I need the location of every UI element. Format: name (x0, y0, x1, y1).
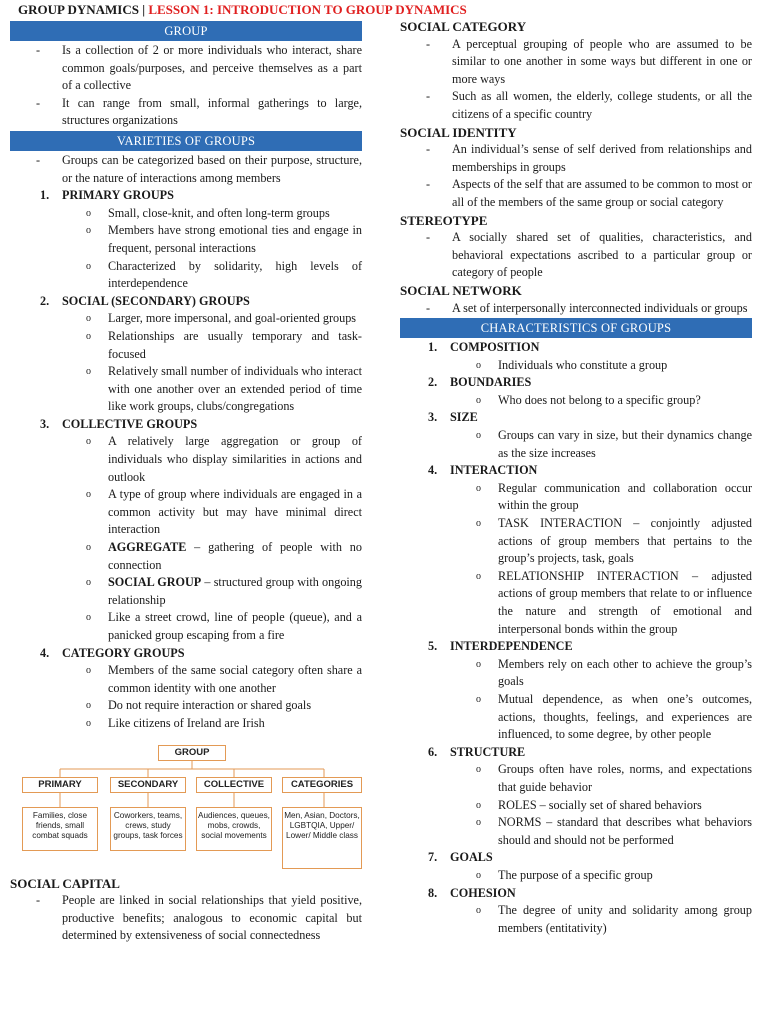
heading-social-network: SOCIAL NETWORK (400, 282, 522, 298)
sub-bullet: o AGGREGATE – gathering of people with no connection (86, 540, 362, 572)
heading-social-capital: SOCIAL CAPITAL (10, 875, 120, 891)
numbered-heading: 2. BOUNDARIES (428, 375, 532, 390)
bullet-item: - A perceptual grouping of people who are assumed to be similar to one another in some ways but different in one or more ways (426, 36, 752, 86)
diagram-leaf-collective: Audiences, queues, mobs, crowds, social movements (196, 807, 272, 851)
sub-bullet: o A relatively large aggregation or group of individuals who display similarities in actions and outlook (86, 434, 362, 484)
sub-bullet: o Regular communication and collaboration occur within the group (476, 480, 752, 513)
sub-bullet: o ROLES – socially set of shared behaviors (476, 797, 702, 812)
heading-social-category: SOCIAL CATEGORY (400, 19, 527, 34)
sub-bullet: o Characterized by solidarity, high levels of interdependence (86, 258, 362, 291)
sub-bullet: o Who does not belong to a specific group? (476, 392, 701, 407)
sub-bullet: o NORMS – standard that describes what behaviors should and should not be performed (476, 815, 752, 847)
sub-bullet: o Relatively small number of individuals who interact with one another over an extended period of time like work groups, clubs/congregations (86, 364, 362, 414)
sub-bullet: o Groups can vary in size, but their dynamics change as the size increases (476, 428, 752, 460)
sub-bullet: o TASK INTERACTION – conjointly adjusted actions of group members that pertains to the group’s projects, task, goals (476, 516, 752, 566)
sub-bullet: o Individuals who constitute a group (476, 357, 668, 372)
diagram-box-secondary: SECONDARY (110, 777, 186, 793)
diagram-box-collective: COLLECTIVE (196, 777, 272, 793)
diagram-box-primary: PRIMARY (22, 777, 98, 793)
sub-bullet: o A type of group where individuals are engaged in a common activity but may have minimal direct interaction (86, 487, 362, 537)
sub-bullet: o RELATIONSHIP INTERACTION – adjusted actions of group members that relate to or influence the nature and strength of emotional and interpersonal bonds within the group (476, 568, 752, 636)
heading-social-identity: SOCIAL IDENTITY (400, 124, 517, 140)
sub-bullet: o Small, close-knit, and often long-term groups (86, 205, 330, 220)
numbered-heading: 3. COLLECTIVE GROUPS (40, 416, 198, 431)
sub-bullet: o Relationships are usually temporary and task-focused (86, 328, 362, 361)
page-title (18, 2, 467, 18)
section-band-characteristics: CHARACTERISTICS OF GROUPS (400, 318, 752, 338)
diagram-leaf-secondary: Coworkers, teams, crews, study groups, task forces (110, 807, 186, 851)
sub-bullet: o SOCIAL GROUP – structured group with ongoing relationship (86, 575, 362, 607)
diagram-box-categories: CATEGORIES (282, 777, 362, 793)
sub-bullet: o Groups often have roles, norms, and expectations that guide behavior (476, 762, 752, 794)
sub-bullet: o Members of the same social category often share a common identity with one another (86, 663, 362, 695)
sub-bullet: o Members have strong emotional ties and engage in frequent, personal interactions (86, 223, 362, 255)
bullet-item: - Such as all women, the elderly, college students, or all the citizens of a specific country (426, 89, 752, 121)
bullet-item: - It can range from small, informal gatherings to large, structures organizations (36, 95, 362, 128)
sub-bullet: o The purpose of a specific group (476, 867, 653, 882)
numbered-heading: 1. COMPOSITION (428, 340, 540, 355)
bullet-item: - Groups can be categorized based on their purpose, structure, or the nature of interactions among members (36, 152, 362, 185)
numbered-heading: 1. PRIMARY GROUPS (40, 188, 174, 203)
sub-bullet: o Mutual dependence, as when one’s outcomes, actions, thoughts, feelings, and experiences are influenced, to some degree, by other people (476, 691, 752, 742)
numbered-heading: 3. SIZE (428, 410, 478, 425)
numbered-heading: 5. INTERDEPENDENCE (428, 639, 573, 654)
numbered-heading: 4. INTERACTION (428, 463, 538, 478)
numbered-heading: 2. SOCIAL (SECONDARY) GROUPS (40, 293, 250, 308)
sub-bullet: o Members rely on each other to achieve the group’s goals (476, 656, 752, 689)
diagram-leaf-categories: Men, Asian, Doctors, LGBTQIA, Upper/ Lower/ Middle class (282, 807, 362, 869)
section-band-group: GROUP (10, 21, 362, 41)
sub-bullet: o Like citizens of Ireland are Irish (86, 715, 265, 730)
title-main: GROUP DYNAMICS | (18, 2, 149, 17)
bullet-item: - A socially shared set of qualities, characteristics, and behavioral expectations ascribed to a particular group or category of people (426, 230, 752, 280)
bullet-item: - An individual’s sense of self derived from relationships and memberships in groups (426, 142, 752, 174)
diagram-leaf-primary: Families, close friends, small combat squads (22, 807, 98, 851)
title-lesson: LESSON 1: INTRODUCTION TO GROUP DYNAMICS (148, 2, 467, 17)
numbered-heading: 6. STRUCTURE (428, 744, 526, 759)
diagram-root: GROUP (158, 745, 226, 761)
sub-bullet: o Do not require interaction or shared goals (86, 698, 312, 713)
section-band-varieties: VARIETIES OF GROUPS (10, 131, 362, 151)
numbered-heading: 8. COHESION (428, 885, 516, 900)
numbered-heading: 7. GOALS (428, 850, 493, 865)
term-social-group: SOCIAL GROUP (108, 575, 202, 590)
bullet-item: - A set of interpersonally interconnected individuals or groups (426, 300, 748, 315)
bullet-item: - Is a collection of 2 or more individuals who interact, share common goals/purposes, and perceive themselves as a part of a collective (36, 43, 362, 93)
term-aggregate: AGGREGATE (108, 540, 187, 555)
sub-bullet: o Like a street crowd, line of people (queue), and a panicked group escaping from a fire (86, 610, 362, 642)
sub-bullet: o The degree of unity and solidarity among group members (entitativity) (476, 903, 752, 935)
left-column (10, 20, 362, 945)
sub-bullet: o Larger, more impersonal, and goal-oriented groups (86, 311, 357, 326)
bullet-item: - People are linked in social relationships that yield positive, productive benefits; analogous to economic capital but determined by extensiveness of social connectedness (36, 893, 362, 943)
right-column (400, 18, 752, 937)
numbered-heading: 4. CATEGORY GROUPS (40, 645, 185, 660)
group-types-diagram (20, 737, 360, 875)
heading-stereotype: STEREOTYPE (400, 212, 488, 228)
bullet-item: - Aspects of the self that are assumed to be common to most or all of the members of the same group or social category (426, 177, 752, 209)
